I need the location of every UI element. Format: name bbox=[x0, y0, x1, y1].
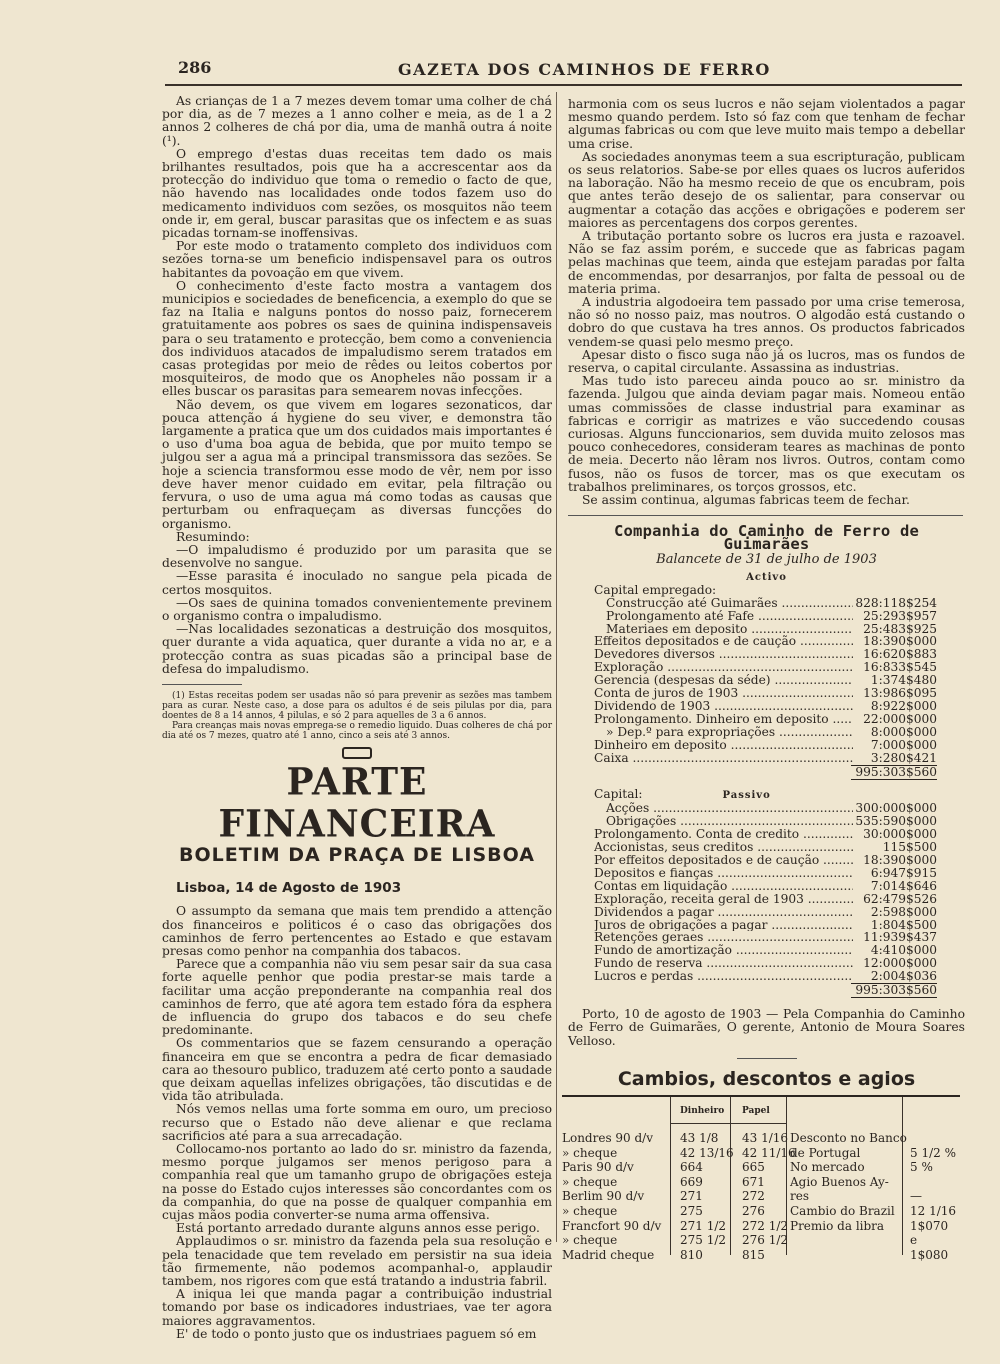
cambio-dinheiro: 271 1/2 bbox=[680, 1218, 727, 1233]
cambio-rate-value: 5 % bbox=[910, 1160, 933, 1175]
section-title: PARTE FINANCEIRA bbox=[218, 759, 496, 846]
ledger-value: 18:390$000 bbox=[863, 853, 937, 868]
balance-subtitle: Balancete de 31 de julho de 1903 bbox=[656, 552, 877, 568]
cambio-place: Francfort 90 d/v bbox=[562, 1218, 662, 1233]
ledger-label: Materiaes em deposito ..... bbox=[594, 623, 853, 636]
cambio-rate-label: Agio Buenos Ay- bbox=[790, 1174, 889, 1189]
ledger-row bbox=[594, 713, 937, 726]
cambio-papel: 272 1/2 bbox=[742, 1218, 789, 1233]
capital-empregado-label: Capital empregado: bbox=[594, 582, 717, 597]
cambio-rate-label: No mercado bbox=[790, 1160, 865, 1175]
ledger-label: Caixa ..... bbox=[594, 752, 853, 765]
ledger-label: Construcção até Guimarães ..... bbox=[594, 597, 853, 610]
paragraph: A iniqua lei que manda pagar a contribuição industrial tomando por base os indicadores industriaes, vae ter agora maiores aggravamentos. bbox=[162, 1287, 552, 1328]
ledger-value: 535:590$000 bbox=[855, 814, 937, 829]
section-rule bbox=[568, 515, 963, 516]
ledger-row bbox=[594, 726, 937, 739]
ledger-label: Exploração ..... bbox=[594, 661, 853, 674]
cambio-dinheiro: 275 1/2 bbox=[680, 1233, 727, 1248]
ledger-label: Obrigações ..... bbox=[594, 815, 853, 828]
paragraph: O conhecimento d'este facto mostra a vantagem dos municipios e sociedades de beneficencia, a exemplo do que se faz na Italia e nalguns pontos do nosso paiz, fornecerem gratuitamente aos pobres os saes de quinina indispensaveis para o seu tratamento e protecção, bem como a conveniencia dos individuos atacados de impaludismo serem tratados em casas protegidas por meio de rêdes ou leitos cobertos por mosquiteiros, de modo que os Anopheles não possam ir a elles buscar os parasitas para semearem novas infecções. bbox=[162, 278, 552, 399]
passivo-label: Passivo bbox=[722, 789, 771, 801]
paragraph: Nós vemos nellas uma forte somma em ouro, um precioso recurso que o Estado não deve alienar e que reclama sacrificios até para a sua arrecadação. bbox=[162, 1102, 552, 1143]
footnote-rule bbox=[162, 684, 242, 685]
ledger-value: 25:293$957 bbox=[863, 608, 937, 623]
ledger-row bbox=[594, 700, 937, 713]
balance-sheet bbox=[568, 515, 965, 1090]
header-rule bbox=[670, 1123, 786, 1124]
col-header-papel: Papel bbox=[742, 1106, 770, 1116]
table-divider bbox=[730, 1097, 731, 1255]
activo-label: Activo bbox=[746, 571, 787, 583]
cambio-papel: 42 11/16 bbox=[742, 1145, 796, 1160]
ledger-value: 25:483$925 bbox=[863, 621, 937, 636]
ledger-value: 7:000$000 bbox=[870, 737, 937, 752]
ledger-label: Devedores diversos ..... bbox=[594, 648, 853, 661]
ledger-value: 18:390$000 bbox=[863, 634, 937, 649]
activo-rows bbox=[594, 597, 937, 765]
ledger-label: Prolongamento. Conta de credito ..... bbox=[594, 828, 853, 841]
ledger-value: 22:000$000 bbox=[863, 711, 937, 726]
ledger-label: Contas em liquidação ..... bbox=[594, 880, 853, 893]
ledger-value: 16:833$545 bbox=[863, 660, 937, 675]
cambio-place: Madrid cheque bbox=[562, 1247, 655, 1262]
ledger-label: » Dep.º para expropriações ..... bbox=[594, 726, 853, 739]
cambio-rate-label: res bbox=[790, 1189, 809, 1204]
cambio-place: » cheque bbox=[562, 1204, 618, 1218]
cambio-dinheiro: 275 bbox=[680, 1204, 703, 1218]
dateline: Lisboa, 14 de Agosto de 1903 bbox=[176, 880, 402, 897]
paragraph: Applaudimos o sr. ministro da fazenda pela sua resolução e pela tenacidade que tem revelado em persistir na sua ideia tão firmemente, não podemos acompanhal-o, applaudir tambem, nos rigores com que está tratando a industria fabril. bbox=[162, 1234, 552, 1289]
paragraph: As sociedades anonymas teem a sua escripturação, publicam os seus relatorios. Sabe-se por elles quaes os lucros auferidos na laboração. Não ha mesmo receio de que os encubram, pois que antes terão desejo de os salientar, para conservar ou augmentar a cotação das acções e obrigações e poderem ser maiores as percentagens dos corpos gerentes. bbox=[568, 149, 965, 230]
paragraph: Os commentarios que se fazem censurando a operação financeira em que se encontra a pedra de ficar demasiado cara ao thesouro publico, traduzem até certo ponto a saudade que deixam aquellas infelizes obrigações, tão discutidas e de vida tão atribulada. bbox=[162, 1036, 552, 1104]
company-title: Companhia do Caminho de Ferro de Guimarães bbox=[613, 522, 920, 554]
ledger-label: Prolongamento até Fafe ..... bbox=[594, 610, 853, 623]
ledger-row bbox=[594, 739, 937, 752]
cambio-papel: 276 bbox=[742, 1204, 765, 1218]
page-number: 286 bbox=[178, 58, 212, 77]
ledger-label: Exploração, receita geral de 1903 ..... bbox=[594, 893, 853, 906]
cambio-papel: 815 bbox=[742, 1247, 765, 1262]
ledger-value: 1:374$480 bbox=[870, 673, 937, 688]
paragraph: Apesar disto o fisco suga não já os lucros, mas os fundos de reserva, o capital circulante. Assassina as industrias. bbox=[568, 347, 965, 376]
cambio-rate-label: Cambio do Brazil bbox=[790, 1204, 895, 1218]
ledger-row bbox=[594, 893, 937, 906]
ledger-label: Depositos e fianças ..... bbox=[594, 867, 853, 880]
ledger-label: Dinheiro em deposito ..... bbox=[594, 739, 853, 752]
section-subtitle: BOLETIM DA PRAÇA DE LISBOA bbox=[179, 843, 535, 866]
capital-label: Capital: Passivo bbox=[594, 786, 771, 801]
ledger-value: 11:939$437 bbox=[863, 930, 937, 945]
paragraph: Collocamo-nos portanto ao lado do sr. ministro da fazenda, mesmo porque julgamos ser menos perigoso para a companhia real que um tamanho grupo de obrigações esteja na posse do Estado cujos interesses são concordantes com os da companhia, do que na posse de qualquer companhia em cujas mãos podia converter-se numa arma offensiva. bbox=[162, 1142, 552, 1223]
ledger-row bbox=[594, 854, 937, 867]
paragraph: O assumpto da semana que mais tem prendido a attenção dos financeiros e politicos é o caso das obrigações dos caminhos de ferro pertencentes ao Estado e que estavam presas como penhor na companhia dos tabacos. bbox=[162, 904, 552, 958]
cambio-place: Berlim 90 d/v bbox=[562, 1189, 645, 1204]
cambio-place: Paris 90 d/v bbox=[562, 1160, 634, 1175]
cambio-rate-label: Premio da libra bbox=[790, 1218, 885, 1233]
paragraph: As crianças de 1 a 7 mezes devem tomar uma colher de chá por dia, as de 7 mezes a 1 anno colher e meia, as de 1 a 2 annos 2 colheres de chá por dia, uma de manhã outra á noite (¹). bbox=[162, 94, 552, 148]
ledger-label: Gerencia (despesas da séde) ..... bbox=[594, 674, 853, 687]
footnote-text: Para creanças mais novas emprega-se o remedio liquido. Duas colheres de chá por dia até os 7 mezes, quatro até 1 anno, cinco a seis até 3 annos. bbox=[162, 720, 552, 741]
passivo-rows bbox=[594, 802, 937, 983]
paragraph: Não devem, os que vivem em logares sezonaticos, dar pouca attenção á hygiene do seu viver, e demonstra tão largamente a pratica que um dos cuidados mais importantes é o uso d'uma boa agua de bebida, que por muito tempo se julgou ser a agua má a principal transmissora das sezões. Se hoje a sciencia transformou esse modo de vêr, nem por isso deve haver menor cuidado em evitar, pela filtração ou fervura, o uso de uma agua má como todas as causas que perturbam ou enfraqueçam as diversas funcções do organismo. bbox=[162, 397, 552, 531]
paragraph: Por este modo o tratamento completo dos individuos com sezões torna-se um beneficio indispensavel para os outros habitantes da povoação em que vivem. bbox=[162, 239, 552, 280]
ledger-value: 828:118$254 bbox=[855, 595, 937, 610]
column-divider bbox=[556, 92, 557, 1242]
cambio-papel: 671 bbox=[742, 1174, 765, 1189]
ledger-value: 8:000$000 bbox=[870, 724, 937, 739]
ledger-value: 4:410$000 bbox=[870, 943, 937, 958]
header-rule bbox=[165, 84, 962, 86]
ledger-label: Fundo de reserva ..... bbox=[594, 957, 853, 970]
ledger-value: 13:986$095 bbox=[863, 686, 937, 701]
signature: Porto, 10 de agosto de 1903 — Pela Companhia do Caminho de Ferro de Guimarães, O gerente, Antonio de Moura Soares Velloso. bbox=[568, 1007, 965, 1048]
ledger-value: 115$500 bbox=[882, 840, 937, 855]
cambio-rate-value: — bbox=[910, 1189, 922, 1204]
ledger-label: Conta de juros de 1903 ..... bbox=[594, 687, 853, 700]
paragraph: O emprego d'estas duas receitas tem dado os mais brilhantes resultados, pois que ha a accrescentar aos da protecção do individuo que toma o remedio o facto de que, não havendo nas localidades onde todos fazem uso do medicamento individuos com sezões, os mosquitos não teem onde ir, em geral, buscar parasitas que os infectem e as suas picadas tornam-se inoffensivas. bbox=[162, 146, 552, 241]
ledger-row bbox=[594, 610, 937, 623]
cambio-place: » cheque bbox=[562, 1233, 618, 1248]
cambio-rate-label: Desconto no Banco bbox=[790, 1131, 907, 1145]
ledger-label: Accionistas, seus creditos ..... bbox=[594, 841, 853, 854]
cambio-rate-value: 1$070 bbox=[910, 1218, 949, 1233]
ledger-label: Por effeitos depositados e de caução ..... bbox=[594, 854, 853, 867]
cambio-dinheiro: 42 13/16 bbox=[680, 1145, 734, 1160]
ledger-label: Dividendo de 1903 ..... bbox=[594, 700, 853, 713]
ledger-label: Juros de obrigações a pagar ..... bbox=[594, 919, 853, 932]
cambio-papel: 276 1/2 bbox=[742, 1233, 789, 1248]
cambio-dinheiro: 664 bbox=[680, 1160, 703, 1175]
cambio-dinheiro: 669 bbox=[680, 1174, 703, 1189]
cambio-place: » cheque bbox=[562, 1174, 618, 1189]
paragraph: —Os saes de quinina tomados convenientemente previnem o organismo contra o impaludismo. bbox=[162, 595, 552, 623]
activo-table bbox=[568, 584, 965, 998]
cambio-rate-value: 1$080 bbox=[910, 1247, 949, 1262]
left-column bbox=[162, 95, 552, 1341]
ledger-label: Prolongamento. Dinheiro em deposito ..... bbox=[594, 713, 853, 726]
paragraph: A tributação portanto sobre os lucros era justa e razoavel. Não se faz assim porém, e succede que as fabricas pagam pelas machinas que teem, ainda que estejam paradas por falta de encommendas, por desarranjos, por falta de pessoal ou de materia prima. bbox=[568, 229, 965, 296]
ledger-label: Dividendos a pagar ..... bbox=[594, 906, 853, 919]
right-column bbox=[568, 98, 965, 507]
col-header-dinheiro: Dinheiro bbox=[680, 1106, 725, 1116]
cambio-rate-value: e bbox=[910, 1233, 918, 1248]
ledger-value: 7:014$646 bbox=[870, 878, 937, 893]
cambio-papel: 272 bbox=[742, 1189, 765, 1204]
ledger-value: 2:598$000 bbox=[870, 904, 937, 919]
cambio-rate-value: 5 1/2 % bbox=[910, 1145, 956, 1160]
paragraph: A industria algodoeira tem passado por uma crise temerosa, não só no nosso paiz, mas noutros. O algodão está custando o dobro do que custava ha tres annos. Os productos fabricados vendem-se quasi pelo mesmo preço. bbox=[568, 295, 965, 349]
ledger-value: 3:280$421 bbox=[870, 750, 937, 765]
paragraph: Se assim continua, algumas fabricas teem de fechar. bbox=[582, 493, 910, 508]
ledger-label: Effeitos depositados e de caução ..... bbox=[594, 635, 853, 648]
paragraph: Parece que a companhia não viu sem pesar sair da sua casa forte aquelle penhor que podia prestar-se mais tarde a facilitar uma acção preponderante na companhia real dos caminhos de ferro, que até agora tem estado fóra da esphera de influencia do grupo dos tabacos e do seu chefe predominante. bbox=[162, 957, 552, 1038]
ledger-value: 1:804$500 bbox=[870, 917, 937, 932]
ledger-label: Retenções geraes ..... bbox=[594, 931, 853, 944]
publication-title: GAZETA DOS CAMINHOS DE FERRO bbox=[398, 60, 771, 79]
ornament-icon bbox=[342, 747, 372, 759]
cambio-dinheiro: 810 bbox=[680, 1247, 703, 1262]
ledger-label: Lucros e perdas ..... bbox=[594, 970, 853, 983]
ledger-value: 300:000$000 bbox=[855, 801, 937, 816]
footnote-text: (1) Estas receitas podem ser usadas não só para prevenir as sezões mas tambem para as curar. Neste caso, a dose para os adultos é de seis pilulas por dia, para doentes de 8 a 14 annos, 4 pilulas, e só 2 para aquelles de 3 a 6 annos. bbox=[162, 690, 552, 721]
ledger-value: 6:947$915 bbox=[870, 865, 937, 880]
ledger-row bbox=[594, 906, 937, 919]
cambio-place: » cheque bbox=[562, 1145, 618, 1160]
footnote bbox=[162, 691, 552, 741]
table-divider bbox=[902, 1097, 903, 1255]
ledger-label: Acções ..... bbox=[594, 802, 853, 815]
paragraph: Mas tudo isto pareceu ainda pouco ao sr. ministro da fazenda. Julgou que ainda deviam pagar mais. Nomeou então umas commissões de classe industrial para examinar as fabricas e corrigir as matrizes e vão succedendo cousas curiosas. Alguns funccionarios, sem duvida muito zelosos mas pouco conhecedores, consideram teares as machinas de ponto de meia. Decerto não lêram nos livros. Outros, contam como fusos, não os fusos de torcer, mas os que executam os trabalhos preliminares, os torços grossos, etc. bbox=[568, 374, 965, 494]
cambio-dinheiro: 271 bbox=[680, 1189, 703, 1204]
ledger-row bbox=[594, 970, 937, 983]
paragraph: —O impaludismo é produzido por um parasita que se desenvolve no sangue. bbox=[162, 542, 552, 571]
cambios-table bbox=[562, 1095, 960, 1262]
passivo-total: 995:303$560 bbox=[851, 983, 937, 998]
ledger-value: 30:000$000 bbox=[863, 827, 937, 842]
ledger-value: 8:922$000 bbox=[870, 698, 937, 713]
cambio-rate-label: de Portugal bbox=[790, 1145, 861, 1160]
cambio-rate-value: 12 1/16 bbox=[910, 1204, 957, 1218]
cambio-dinheiro: 43 1/8 bbox=[680, 1131, 719, 1145]
activo-total: 995:303$560 bbox=[851, 765, 937, 780]
ledger-row bbox=[594, 752, 937, 765]
cambio-papel: 665 bbox=[742, 1160, 765, 1175]
cambios-title: Cambios, descontos e agios bbox=[617, 1067, 916, 1090]
paragraph: Está portanto arredado durante alguns annos esse perigo. bbox=[176, 1221, 540, 1236]
short-rule bbox=[737, 1058, 797, 1059]
cambio-place: Londres 90 d/v bbox=[562, 1131, 654, 1145]
paragraph: —Nas localidades sezonaticas a destruição dos mosquitos, quer durante a vida aquatica, quer durante a vida no ar, e a protecção contra as suas picadas são a principal base de defesa do impaludismo. bbox=[162, 622, 552, 676]
ledger-row bbox=[594, 867, 937, 880]
ledger-label: Fundo de amortização ..... bbox=[594, 944, 853, 957]
table-divider bbox=[670, 1097, 671, 1255]
paragraph: —Esse parasita é inoculado no sangue pela picada de certos mosquitos. bbox=[162, 569, 552, 597]
ledger-value: 12:000$000 bbox=[863, 956, 937, 971]
paragraph: E' de todo o ponto justo que os industriaes paguem só em bbox=[176, 1326, 537, 1341]
ledger-value: 62:479$526 bbox=[863, 891, 937, 906]
cambio-papel: 43 1/16 bbox=[742, 1131, 789, 1145]
paragraph: Resumindo: bbox=[176, 529, 250, 544]
ledger-row bbox=[594, 880, 937, 893]
ledger-row bbox=[594, 597, 937, 610]
ledger-value: 2:004$036 bbox=[870, 969, 937, 984]
ledger-value: 16:620$883 bbox=[863, 647, 937, 662]
paragraph: harmonia com os seus lucros e não sejam violentados a pagar mesmo quando perdem. Isto só faz com que tenham de fechar algumas fabricas ou com que leve muito mais tempo a debellar uma crise. bbox=[568, 97, 965, 151]
